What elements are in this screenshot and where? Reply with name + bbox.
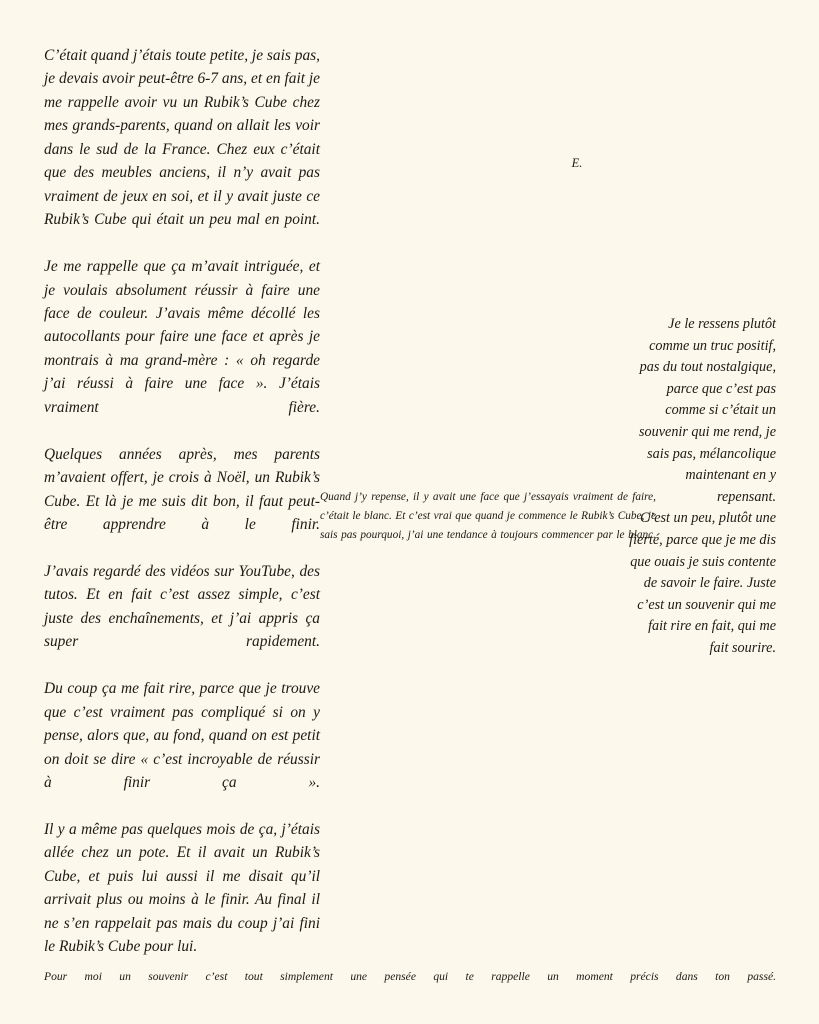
left-paragraph-5: Du coup ça me fait rire, parce que je trouve que c’est vraiment pas compliqué si on y pense, alors que, au fond, quand on est petit on doit se dire « c’est incroyable de réussir à finir ça ». [44,680,320,792]
left-paragraph-1: C’était quand j’étais toute petite, je sais pas, je devais avoir peut-être 6-7 ans, et en fait je me rappelle avoir vu un Rubik’s Cube chez mes grands-parents, quand on allait les voir dans le sud de la France. Chez eux c’était que des meubles anciens, il n’y avait pas vraiment de jeux en soi, et il y avait juste ce Rubik’s Cube qui était un peu mal en point. [44,47,320,229]
footer-definition-text: Pour moi un souvenir c’est tout simplement une pensée qui te rappelle un moment précis dans ton passé. [44,970,776,983]
left-paragraph-3: Quelques années après, mes parents m’avaient offert, je crois à Noël, un Rubik’s Cube. Et là je me suis dit bon, il faut peut-être apprendre à le finir. [44,445,320,534]
left-narrative-column [44,44,320,959]
left-paragraph-2: Je me rappelle que ça m’avait intriguée, et je voulais absolument réussir à faire une face de couleur. J’avais même décollé les autocollants pour faire une face et après je montrais à ma grand-mère : « oh regarde j’ai réussi à faire une face ». J’étais vraiment fière. [44,258,320,416]
right-paragraph-1: Je le ressens plutôt comme un truc positif, pas du tout nostalgique, parce que c’est pas comme si c’était un souvenir qui me rend, je sais pas, mélancolique maintenant en y repensant. [639,316,776,505]
right-paragraph-2: C’est un peu, plutôt une fierté, parce que je me dis que ouais je suis contente de savoir le faire. Juste c’est un souvenir qui me fait rire en fait, qui me fait sourire. [629,510,776,656]
attribution-initial: E. [571,156,583,170]
footer-definition-line [44,968,776,1002]
left-paragraph-6: Il y a même pas quelques mois de ça, j’étais allée chez un pote. Et il avait un Rubik’s Cube, et puis lui aussi il me disait qu’il arrivait plus ou moins à le finir. Au final il ne s’en rappelait pas mais du coup j’ai fini le Rubik’s Cube pour lui. [44,820,320,956]
left-paragraph-4: J’avais regardé des vidéos sur YouTube, des tutos. Et en fait c’est assez simple, c’est juste des enchaînements, et j’ai appris ça super rapidement. [44,562,320,651]
center-paragraph-1: Quand j’y repense, il y avait une face que j’essayais vraiment de faire, c’était le blanc. Et c’est vrai que quand je commence le Rubik’s Cube, je sais pas pourquoi, j’ai une tendance à toujours commencer par le blanc. [320,491,656,542]
right-reflection-column [626,314,776,660]
center-aside-block [320,488,656,565]
